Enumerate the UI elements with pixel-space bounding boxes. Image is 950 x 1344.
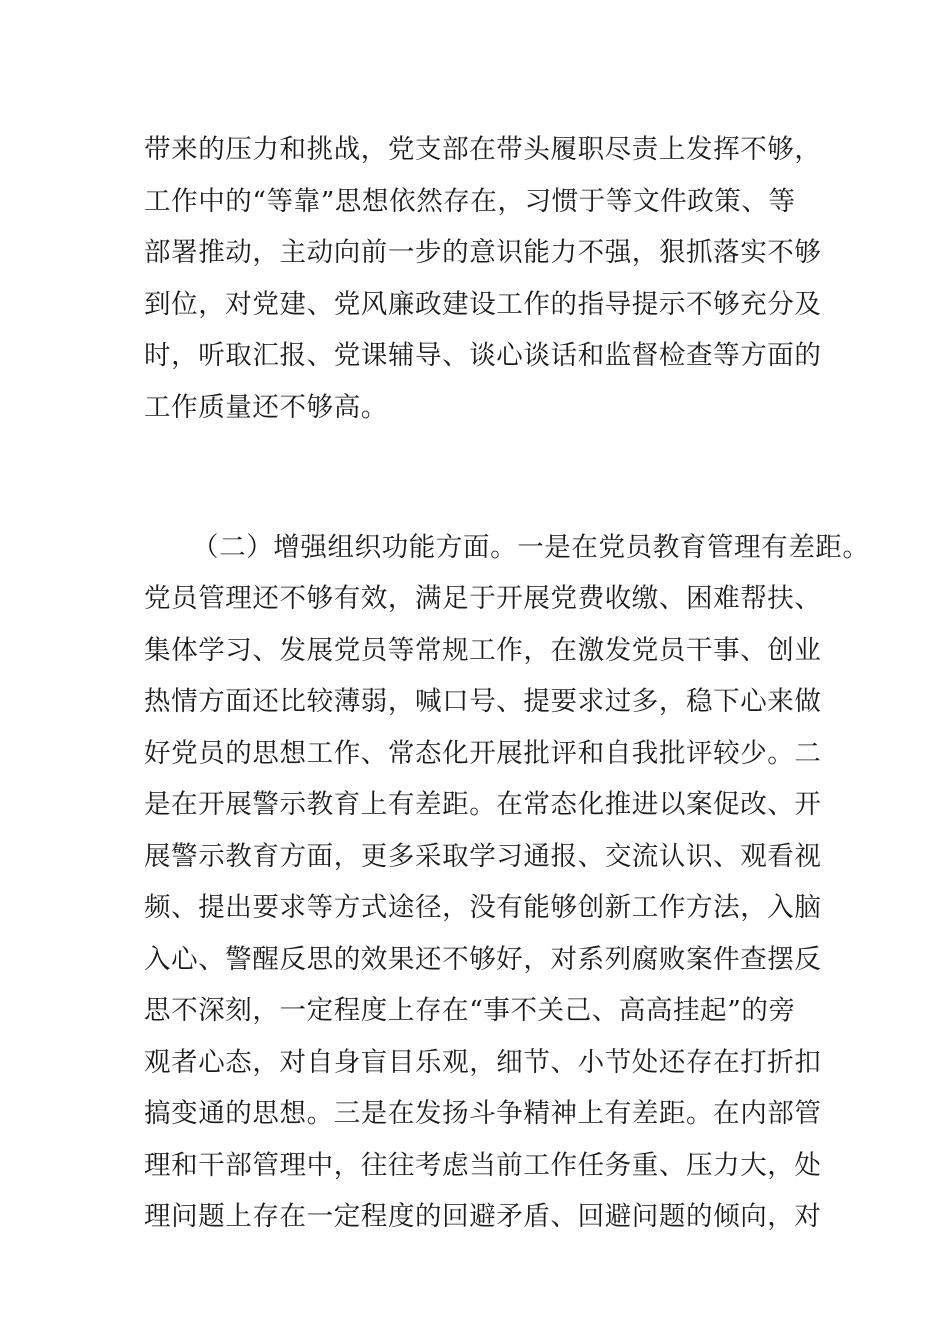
text-line: 搞变通的思想。三是在发扬斗争精神上有差距。在内部管 — [144, 1098, 822, 1129]
text-line: 观者心态，对自身盲目乐观，细节、小节处还存在打折扣 — [144, 1047, 822, 1078]
text-line: 展警示教育方面，更多采取学习通报、交流认识、观看视 — [144, 841, 822, 872]
text-line: 部署推动，主动向前一步的意识能力不强，狠抓落实不够 — [144, 237, 822, 268]
text-line: 集体学习、发展党员等常规工作，在激发党员干事、创业 — [144, 635, 822, 666]
text-line: 带来的压力和挑战，党支部在带头履职尽责上发挥不够， — [144, 134, 822, 165]
text-line: 时，听取汇报、党课辅导、谈心谈话和监督检查等方面的 — [144, 340, 822, 371]
text-line: 思不深刻，一定程度上存在“事不关己、高高挂起”的旁 — [144, 995, 796, 1026]
text-line: 好党员的思想工作、常态化开展批评和自我批评较少。二 — [144, 738, 822, 769]
text-line: 理问题上存在一定程度的回避矛盾、回避问题的倾向，对 — [144, 1201, 822, 1232]
text-line: 入心、警醒反思的效果还不够好，对系列腐败案件查摆反 — [144, 944, 822, 975]
text-line: 是在开展警示教育上有差距。在常态化推进以案促改、开 — [144, 789, 822, 820]
text-line: 热情方面还比较薄弱，喊口号、提要求过多，稳下心来做 — [144, 686, 822, 717]
text-line: 到位，对党建、党风廉政建设工作的指导提示不够充分及 — [144, 289, 822, 320]
text-line: 党员管理还不够有效，满足于开展党费收缴、困难帮扶、 — [144, 583, 822, 614]
text-line: 工作质量还不够高。 — [144, 392, 388, 423]
paragraph-heading-line: （二）增强组织功能方面。一是在党员教育管理有差距。 — [192, 532, 870, 563]
text-line: 工作中的“等靠”思想依然存在，习惯于等文件政策、等 — [144, 186, 796, 217]
text-line: 理和干部管理中，往往考虑当前工作任务重、压力大，处 — [144, 1150, 822, 1181]
text-line: 频、提出要求等方式途径，没有能够创新工作方法，入脑 — [144, 892, 822, 923]
